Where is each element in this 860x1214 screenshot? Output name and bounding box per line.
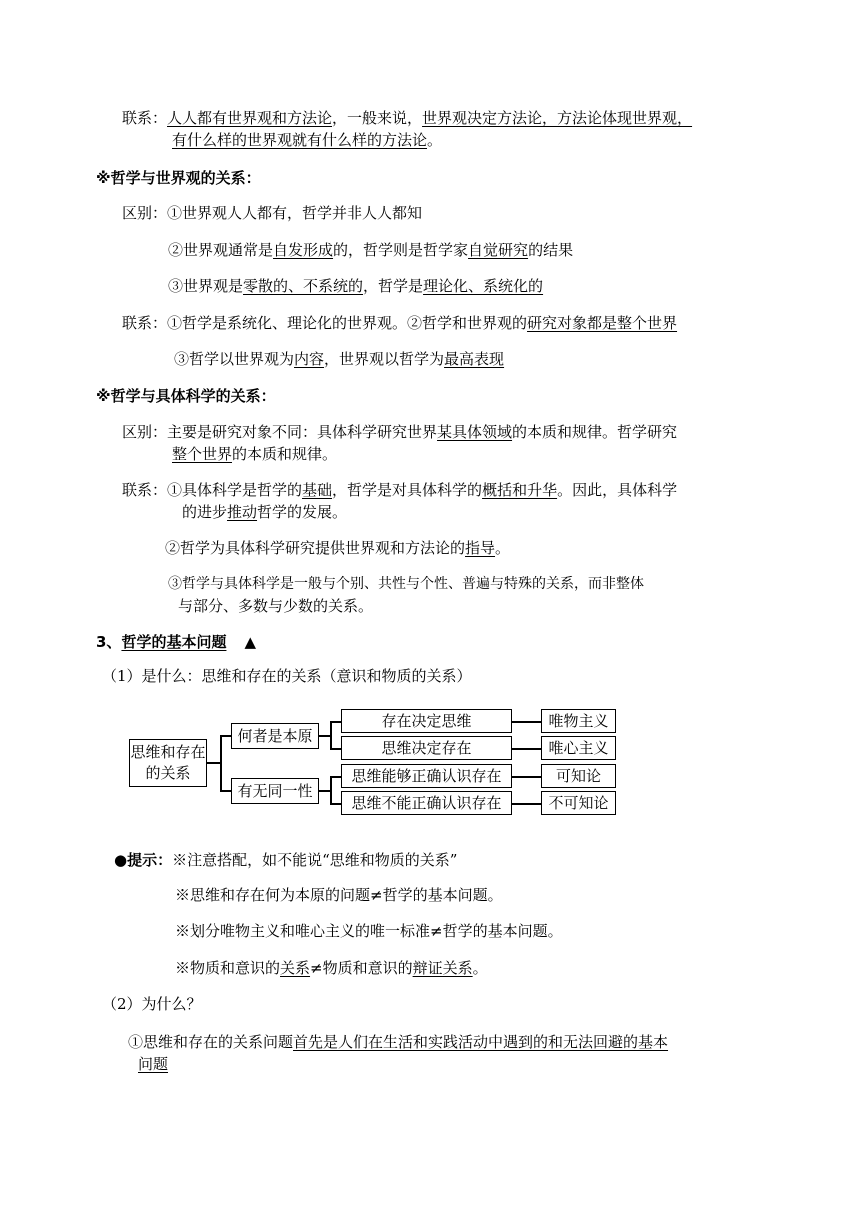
diff-label: 区别： xyxy=(122,423,168,441)
underlined-text: 指导 xyxy=(465,539,496,557)
text: 的本质和规律。 xyxy=(232,445,338,463)
text: ，哲学是 xyxy=(363,277,424,295)
science-link-line-3b: 与部分、多数与少数的关系。 xyxy=(178,597,374,615)
underlined-text: 关系 xyxy=(280,959,311,977)
text: ，一般来说， xyxy=(332,109,423,127)
text: 。 xyxy=(427,131,443,149)
diagram-result-materialism: 唯物主义 xyxy=(541,709,616,733)
text: ≠物质和意识的 xyxy=(310,959,413,977)
connector xyxy=(330,776,332,804)
q2-answer-line-2 xyxy=(138,1053,168,1075)
top-link-line-2 xyxy=(172,129,442,151)
underlined-text: 某具体领域 xyxy=(437,423,513,441)
connector xyxy=(512,748,541,750)
science-link-line-1b xyxy=(182,501,347,523)
text: ②哲学为具体科学研究提供世界观和方法论的 xyxy=(165,539,466,557)
diagram-root-box: 思维和存在的关系 xyxy=(129,739,207,787)
text: 的，哲学则是哲学家 xyxy=(333,241,469,259)
q2-answer-line-1 xyxy=(128,1031,668,1053)
text: 。 xyxy=(495,539,511,557)
text: ，世界观以哲学为 xyxy=(324,350,445,368)
underlined-text: 有什么样的世界观就有什么样的方法论 xyxy=(172,131,428,149)
underlined-text: 推动 xyxy=(227,503,258,521)
diagram-child-can-know: 思维能够正确认识存在 xyxy=(341,764,512,788)
underlined-text: 自发形成 xyxy=(273,241,334,259)
underlined-text: 自觉研究 xyxy=(468,241,529,259)
diff-label: 区别： xyxy=(122,204,168,222)
text: 。 xyxy=(472,959,488,977)
connector xyxy=(330,748,341,750)
text: ③哲学以世界观为 xyxy=(174,350,295,368)
diff-line-3 xyxy=(168,275,543,297)
connector xyxy=(330,803,341,805)
tip-line-2: ※思维和存在何为本原的问题≠哲学的基本问题。 xyxy=(175,886,503,904)
underlined-text: 内容 xyxy=(294,350,325,368)
text: ①思维和存在的关系问题 xyxy=(128,1033,294,1051)
science-link-line-1 xyxy=(122,479,677,501)
underlined-text: 最高表现 xyxy=(444,350,505,368)
diagram-result-agnosticism: 不可知论 xyxy=(541,791,616,815)
text: ，哲学是对具体科学的 xyxy=(332,481,483,499)
diagram-child-cannot-know: 思维不能正确认识存在 xyxy=(341,791,512,815)
connector xyxy=(220,790,231,792)
science-diff-line-2 xyxy=(172,443,337,465)
science-diff-line-1 xyxy=(122,421,677,443)
diagram-result-idealism: 唯心主义 xyxy=(541,736,616,760)
connector xyxy=(330,721,341,723)
section-title: 哲学的基本问题 xyxy=(121,633,227,651)
tip-line-4 xyxy=(175,957,488,979)
text: ③世界观是 xyxy=(168,277,244,295)
question-2: （2）为什么？ xyxy=(102,995,202,1013)
connector xyxy=(512,776,541,778)
diagram-child-thinking-determines: 思维决定存在 xyxy=(341,736,512,760)
connector xyxy=(512,803,541,805)
diagram-result-agnostic-knowable: 可知论 xyxy=(541,764,616,788)
text: 的结果 xyxy=(528,241,574,259)
underlined-text: 辩证关系 xyxy=(412,959,473,977)
underlined-text: 人人都有世界观和方法论 xyxy=(167,109,333,127)
link-line-2 xyxy=(174,348,504,370)
connector xyxy=(207,762,221,764)
diagram-child-existence-determines: 存在决定思维 xyxy=(341,709,512,733)
underlined-text: 研究对象都是整个世界 xyxy=(527,314,678,332)
connector xyxy=(330,776,341,778)
text: ①具体科学是哲学的 xyxy=(167,481,303,499)
science-link-line-2 xyxy=(165,537,510,559)
text: 哲学的发展。 xyxy=(257,503,348,521)
underlined-text: 整个世界 xyxy=(172,445,233,463)
text: ※注意搭配，如不能说“思维和物质的关系” xyxy=(172,851,458,869)
underlined-text: 世界观决定方法论，方法论体现世界观， xyxy=(422,109,693,127)
tip-label: ●提示： xyxy=(114,851,173,869)
text: 的本质和规律。哲学研究 xyxy=(512,423,678,441)
link-label: 联系： xyxy=(122,481,168,499)
section-number: 3、 xyxy=(96,633,122,651)
connector xyxy=(330,721,332,749)
triangle-icon: ▲ xyxy=(244,633,256,651)
connector xyxy=(220,735,222,791)
diagram-branch-origin: 何者是本原 xyxy=(231,723,319,749)
underlined-text: 概括和升华 xyxy=(482,481,558,499)
underlined-text: 理论化、系统化的 xyxy=(423,277,544,295)
diff-line-2 xyxy=(168,239,573,261)
section-heading-philosophy-worldview: ※哲学与世界观的关系： xyxy=(96,169,261,187)
underlined-text: 基础 xyxy=(302,481,333,499)
diff-line-1 xyxy=(122,202,422,224)
connector xyxy=(220,735,231,737)
text: ①世界观人人都有，哲学并非人人都知 xyxy=(167,204,423,222)
link-line-1 xyxy=(122,312,677,334)
text: ①哲学是系统化、理论化的世界观。②哲学和世界观的 xyxy=(167,314,528,332)
underlined-text: 零散的、不系统的 xyxy=(243,277,364,295)
science-link-line-3: ③哲学与具体科学是一般与个别、共性与个性、普遍与特殊的关系，而非整体 xyxy=(168,576,644,592)
top-link-line-1 xyxy=(122,107,692,129)
text: 。因此，具体科学 xyxy=(557,481,678,499)
diagram-branch-identity: 有无同一性 xyxy=(231,778,319,804)
underlined-text: 问题 xyxy=(138,1055,169,1073)
connector xyxy=(512,721,541,723)
text: ※物质和意识的 xyxy=(175,959,281,977)
question-1: （1）是什么：思维和存在的关系（意识和物质的关系） xyxy=(102,667,472,685)
underlined-text: 首先是人们在生活和实践活动中遇到的和无法回避的基本 xyxy=(293,1033,669,1051)
text: 的进步 xyxy=(182,503,228,521)
tip-line-1 xyxy=(114,849,457,871)
text: 主要是研究对象不同：具体科学研究世界 xyxy=(167,423,438,441)
tip-line-3: ※划分唯物主义和唯心主义的唯一标准≠哲学的基本问题。 xyxy=(175,922,563,940)
link-label: 联系： xyxy=(122,314,168,332)
section-3-heading xyxy=(96,631,256,653)
text: ②世界观通常是 xyxy=(168,241,274,259)
link-label: 联系： xyxy=(122,109,168,127)
section-heading-philosophy-science: ※哲学与具体科学的关系： xyxy=(96,387,276,405)
